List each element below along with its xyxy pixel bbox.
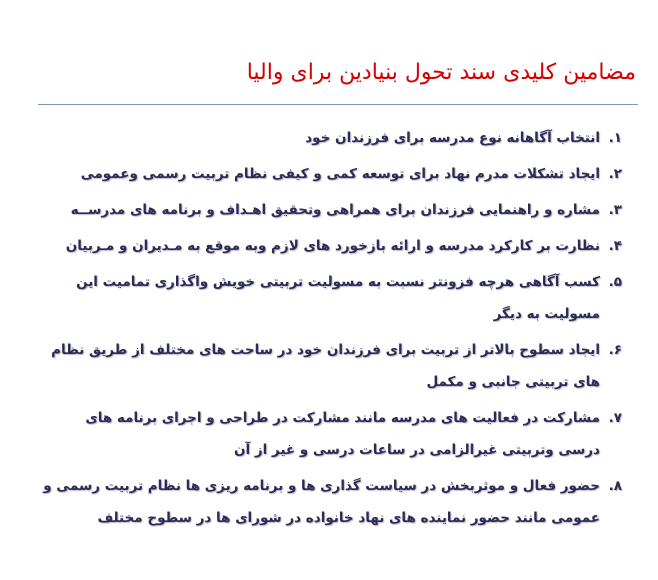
item-text: کسب آگاهی هرچه فزونتر نسبت به مسولیت تربیتی خویش واگذاری تمامیت این مسولیت به دیگر bbox=[76, 274, 600, 322]
item-number: ۳. bbox=[608, 202, 622, 218]
list-item bbox=[42, 402, 622, 466]
key-points-list bbox=[42, 122, 622, 538]
item-number: ۱. bbox=[608, 130, 622, 146]
list-item bbox=[42, 334, 622, 398]
list-item bbox=[42, 122, 622, 154]
item-text: حضور فعال و موثربخش در سیاست گذاری ها و برنامه ریزی ها نظام تربیت رسمی و عمومی مانند حضور نماینده های نهاد خانواده در شورای ها در سطوح مختلف bbox=[43, 478, 600, 526]
item-text: ایجاد تشکلات مدرم نهاد برای توسعه کمی و کیفی نظام تربیت رسمی وعمومی bbox=[80, 166, 600, 182]
item-number: ۶. bbox=[608, 342, 622, 358]
item-text: انتخاب آگاهانه نوع مدرسه برای فرزندان خود bbox=[305, 130, 600, 146]
item-text: نظارت بر کارکرد مدرسه و ارائه بازخورد های لازم وبه موقع به مـدیران و مـربیان bbox=[65, 238, 600, 254]
slide-title: مضامین کلیدی سند تحول بنیادین برای والیا bbox=[246, 60, 636, 85]
item-number: ۴. bbox=[608, 238, 622, 254]
item-number: ۵. bbox=[608, 274, 622, 290]
list-item bbox=[42, 194, 622, 226]
title-divider bbox=[38, 104, 638, 105]
item-number: ۸. bbox=[608, 478, 622, 494]
list-item bbox=[42, 158, 622, 190]
item-text: مشارکت در فعالیت های مدرسه مانند مشارکت در طراحی و اجرای برنامه های درسی وتربیتی غیرالزامی در ساعات درسی و غیر از آن bbox=[85, 410, 600, 458]
item-text: مشاره و راهنمایی فرزندان برای همراهی وتحقیق اهـداف و برنامه های مدرســه bbox=[70, 202, 600, 218]
item-text: ایجاد سطوح بالاتر از تربیت برای فرزندان خود در ساحت های مختلف از طریق نظام های تربیتی جانبی و مکمل bbox=[51, 342, 600, 390]
list-item bbox=[42, 230, 622, 262]
list-item bbox=[42, 470, 622, 534]
item-number: ۷. bbox=[608, 410, 622, 426]
list-item bbox=[42, 266, 622, 330]
item-number: ۲. bbox=[608, 166, 622, 182]
